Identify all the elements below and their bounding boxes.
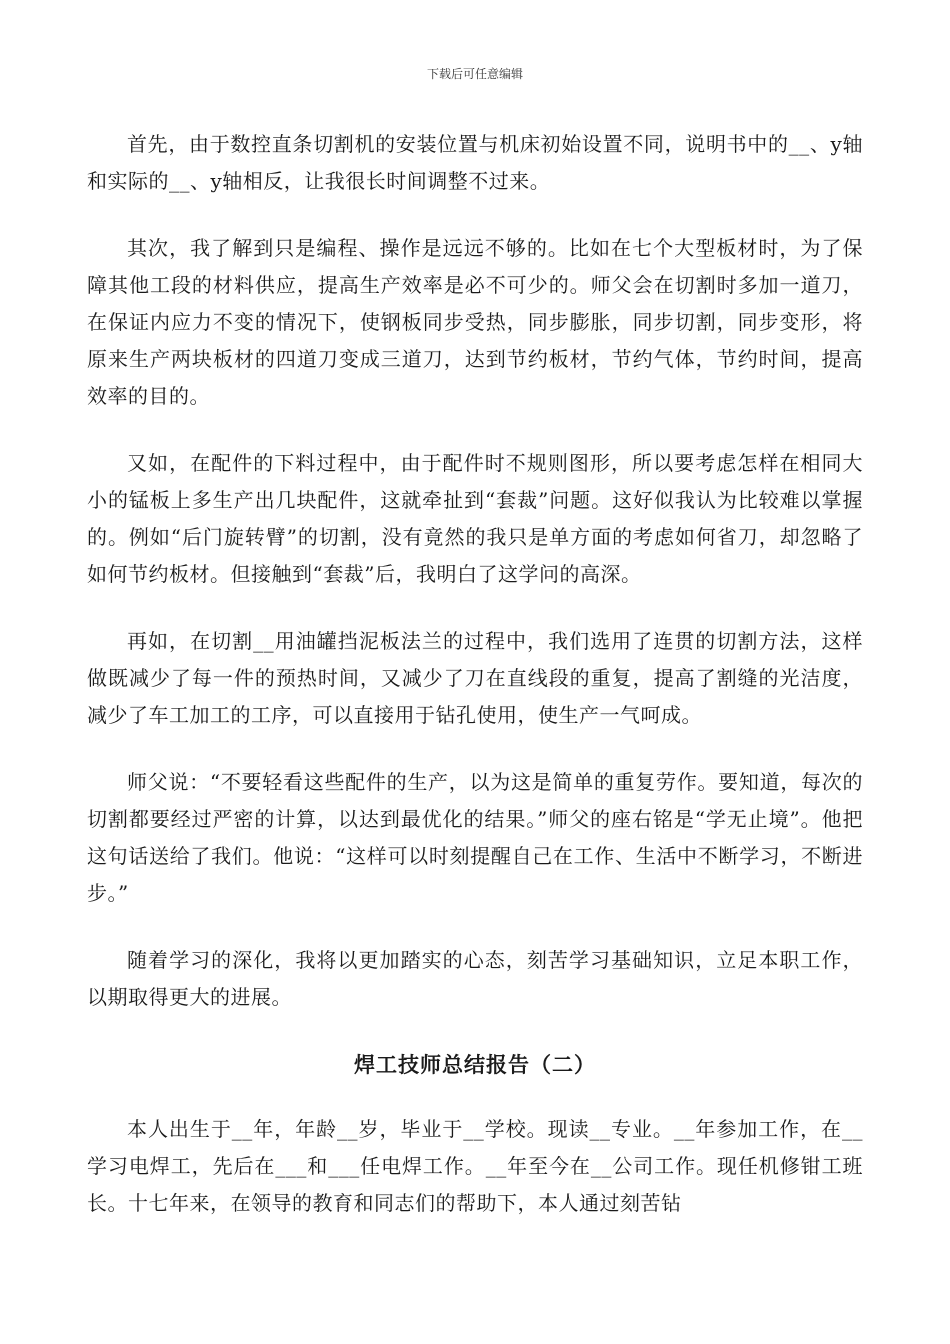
paragraph-1: 首先，由于数控直条切割机的安装位置与机床初始设置不同，说明书中的__、y轴和实际的__、y轴相反，让我很长时间调整不过来。: [87, 132, 863, 193]
paragraph-4: 再如，在切割__用油罐挡泥板法兰的过程中，我们选用了连贯的切割方法，这样做既减少了每一件的预热时间，又减少了刀在直线段的重复，提高了割缝的光洁度，减少了车工加工的工序，可以直接用于钻孔使用，使生产一气呵成。: [87, 629, 863, 727]
section-paragraph-1: 本人出生于__年，年龄__岁，毕业于__学校。现读__专业。__年参加工作，在__学习电焊工，先后在___和___任电焊工作。__年至今在__公司工作。现任机修钳工班长。十七年来，在领导的教育和同志们的帮助下，本人通过刻苦钻: [87, 1117, 863, 1215]
paragraph-2: 其次，我了解到只是编程、操作是远远不够的。比如在七个大型板材时，为了保障其他工段的材料供应，提高生产效率是必不可少的。师父会在切割时多加一道刀，在保证内应力不变的情况下，使钢板同步受热，同步膨胀，同步切割，同步变形，将原来生产两块板材的四道刀变成三道刀，达到节约板材，节约气体，节约时间，提高效率的目的。: [87, 236, 863, 408]
section-heading: 焊工技师总结报告（二）: [354, 1052, 596, 1077]
page-header: 下载后可任意编辑: [426, 67, 523, 81]
paragraph-6: 随着学习的深化，我将以更加踏实的心态，刻苦学习基础知识，立足本职工作，以期取得更大的进展。: [87, 948, 863, 1009]
document-body: [87, 126, 863, 1222]
paragraph-5: 师父说：“不要轻看这些配件的生产，以为这是简单的重复劳作。要知道，每次的切割都要经过严密的计算，以达到最优化的结果。”师父的座右铭是“学无止境”。他把这句话送给了我们。他说：“这样可以时刻提醒自己在工作、生活中不断学习，不断进步。”: [87, 770, 863, 905]
paragraph-3: 又如，在配件的下料过程中，由于配件时不规则图形，所以要考虑怎样在相同大小的锰板上多生产出几块配件，这就牵扯到“套裁”问题。这好似我认为比较难以掌握的。例如“后门旋转臂”的切割，没有竟然的我只是单方面的考虑如何省刀，却忽略了如何节约板材。但接触到“套裁”后，我明白了这学问的高深。: [87, 451, 863, 586]
